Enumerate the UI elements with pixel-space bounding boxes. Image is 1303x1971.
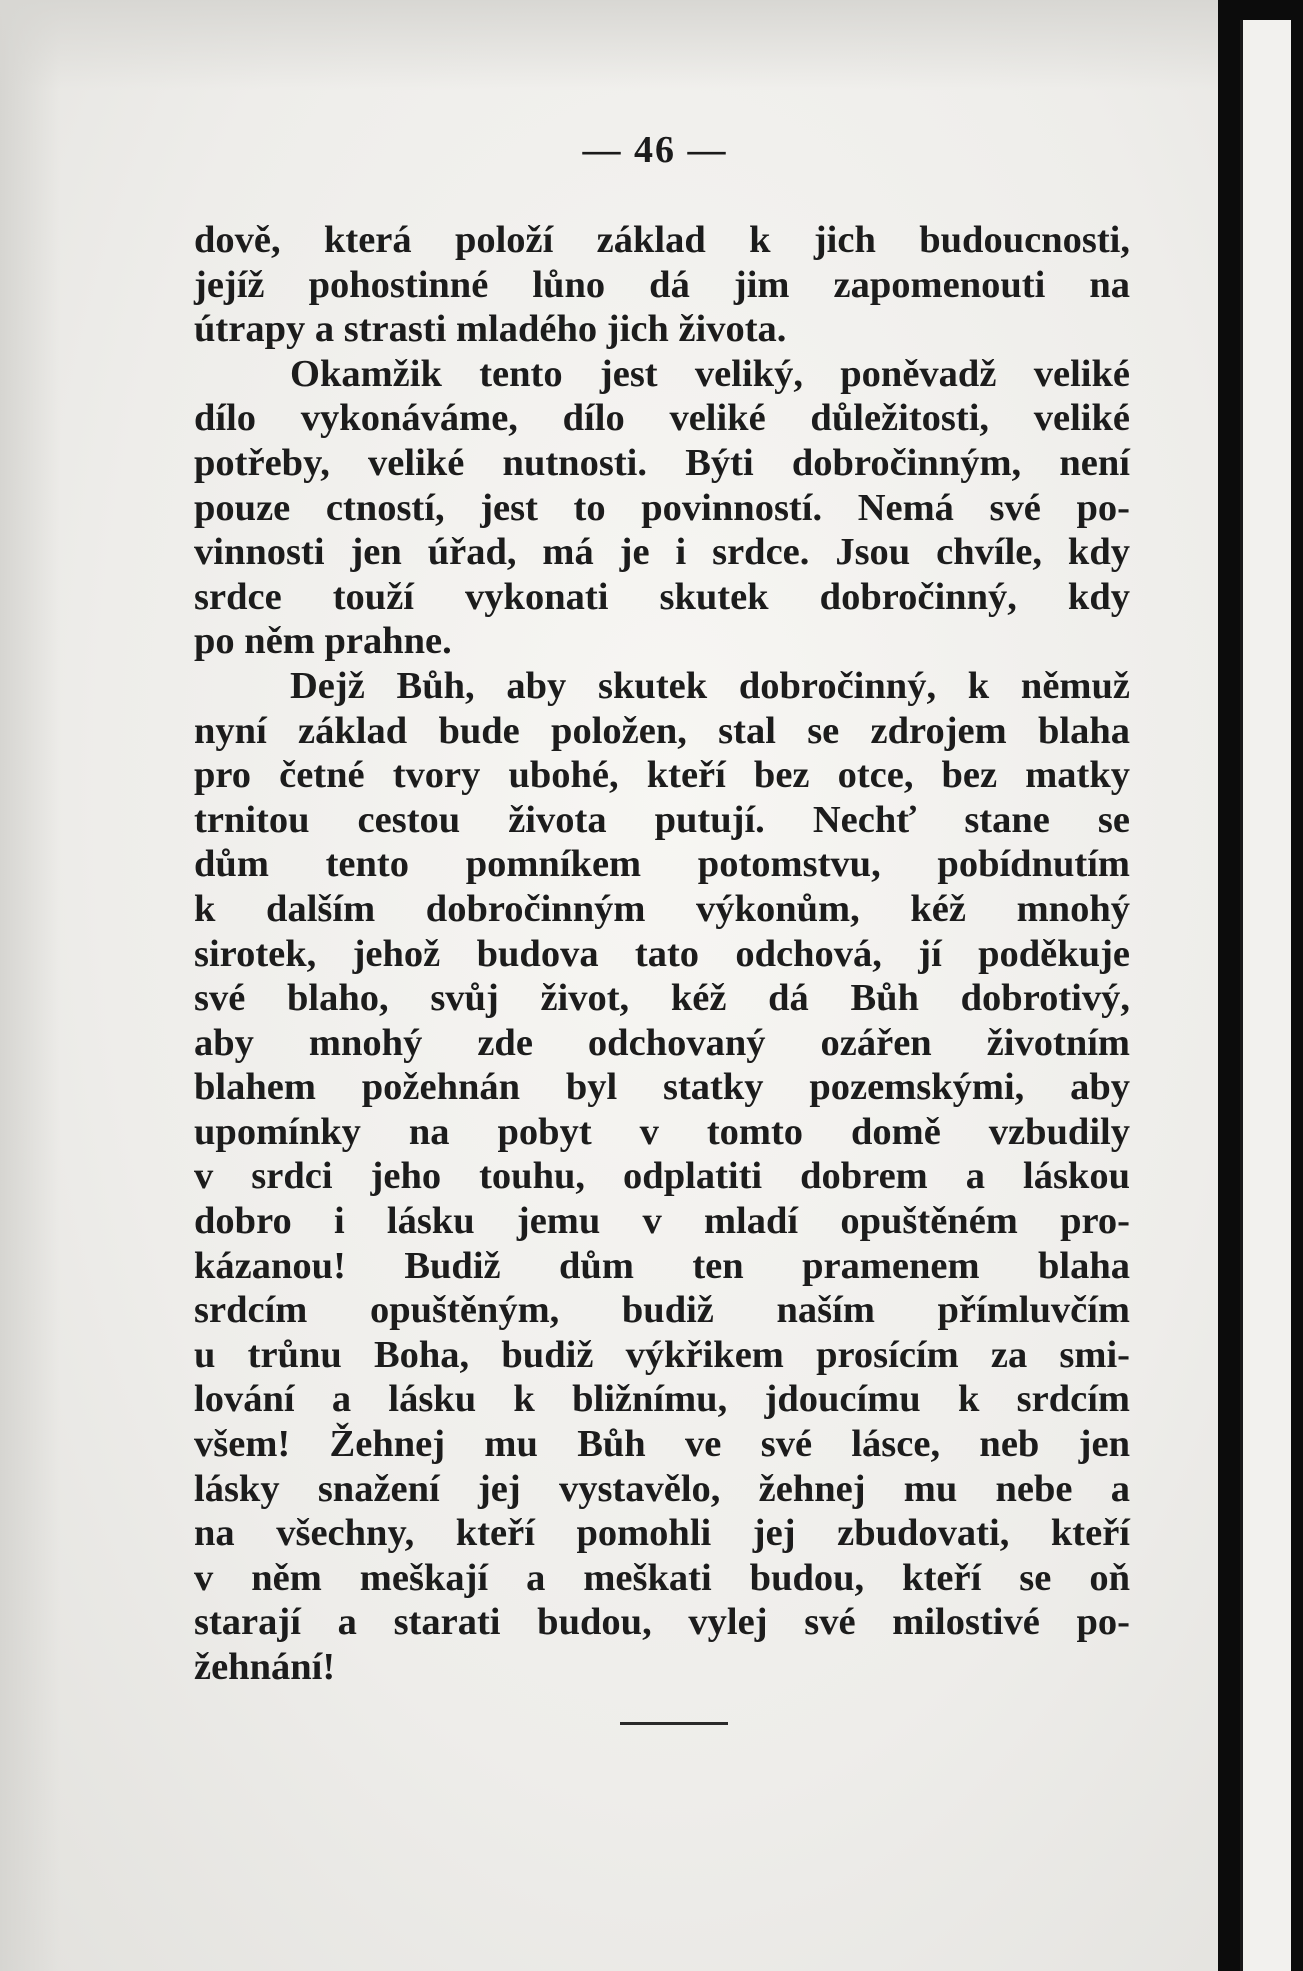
text-line: pouze ctností, jest to povinností. Nemá své po-: [194, 486, 1130, 529]
text-line: dům tento pomníkem potomstvu, pobídnutím: [194, 843, 1130, 886]
text-line: dově, která položí základ k jich budoucnosti,: [194, 219, 1130, 261]
text-line: upomínky na pobyt v tomto domě vzbudily: [194, 1110, 1130, 1153]
text-line: k dalším dobročinným výkonům, kéž mnohý: [194, 887, 1130, 930]
text-line: starají a starati budou, vylej své milostivé po-: [194, 1601, 1130, 1644]
text-line: blahem požehnán byl statky pozemskými, aby: [194, 1066, 1130, 1109]
text-line: dílo vykonáváme, dílo veliké důležitosti, veliké: [194, 397, 1130, 440]
page-shadow-top: [0, 0, 1218, 90]
text-line: jejíž pohostinné lůno dá jim zapomenouti na: [194, 263, 1130, 306]
text-line: po něm prahne.: [194, 620, 452, 663]
text-line: útrapy a strasti mladého jich života.: [194, 308, 787, 351]
body-text: [194, 218, 1130, 1690]
page-shadow-left: [0, 0, 60, 1971]
text-line: lásky snažení jej vystavělo, žehnej mu nebe a: [194, 1467, 1130, 1510]
text-line: srdce touží vykonati skutek dobročinný, kdy: [194, 575, 1130, 618]
text-line: Dejž Bůh, aby skutek dobročinný, k němuž: [290, 664, 1130, 707]
text-line: vinnosti jen úřad, má je i srdce. Jsou chvíle, kdy: [194, 531, 1130, 574]
text-line: v něm meškají a meškati budou, kteří se oň: [194, 1556, 1130, 1599]
text-line: všem! Žehnej mu Bůh ve své lásce, neb jen: [194, 1423, 1130, 1466]
text-line: srdcím opuštěným, budiž naším přímluvčím: [194, 1289, 1130, 1332]
text-line: sirotek, jehož budova tato odchová, jí poděkuje: [194, 932, 1130, 975]
text-line: trnitou cestou života putují. Nechť stane se: [194, 798, 1130, 841]
text-line: aby mnohý zde odchovaný ozářen životním: [194, 1021, 1130, 1064]
text-line: pro četné tvory ubohé, kteří bez otce, bez matky: [194, 754, 1130, 797]
text-line: u trůnu Boha, budiž výkřikem prosícím za smi-: [194, 1333, 1130, 1376]
text-line: Okamžik tento jest veliký, poněvadž veliké: [290, 352, 1130, 395]
page-number: — 46 —: [582, 129, 728, 171]
text-line: potřeby, veliké nutnosti. Býti dobročinným, není: [194, 441, 1130, 484]
text-line: nyní základ bude položen, stal se zdrojem blaha: [194, 709, 1130, 752]
text-line: žehnání!: [194, 1646, 336, 1688]
text-line: dobro i lásku jemu v mladí opuštěném pro-: [194, 1200, 1130, 1243]
adjacent-page-edge: [1240, 20, 1291, 1971]
text-line: lování a lásku k bližnímu, jdoucímu k srdcím: [194, 1378, 1130, 1421]
text-line: své blaho, svůj život, kéž dá Bůh dobrotivý,: [194, 977, 1130, 1020]
text-line: kázanou! Budiž dům ten pramenem blaha: [194, 1244, 1130, 1287]
end-rule: [620, 1722, 728, 1725]
text-line: na všechny, kteří pomohli jej zbudovati, kteří: [194, 1512, 1130, 1555]
text-line: v srdci jeho touhu, odplatiti dobrem a láskou: [194, 1155, 1130, 1198]
